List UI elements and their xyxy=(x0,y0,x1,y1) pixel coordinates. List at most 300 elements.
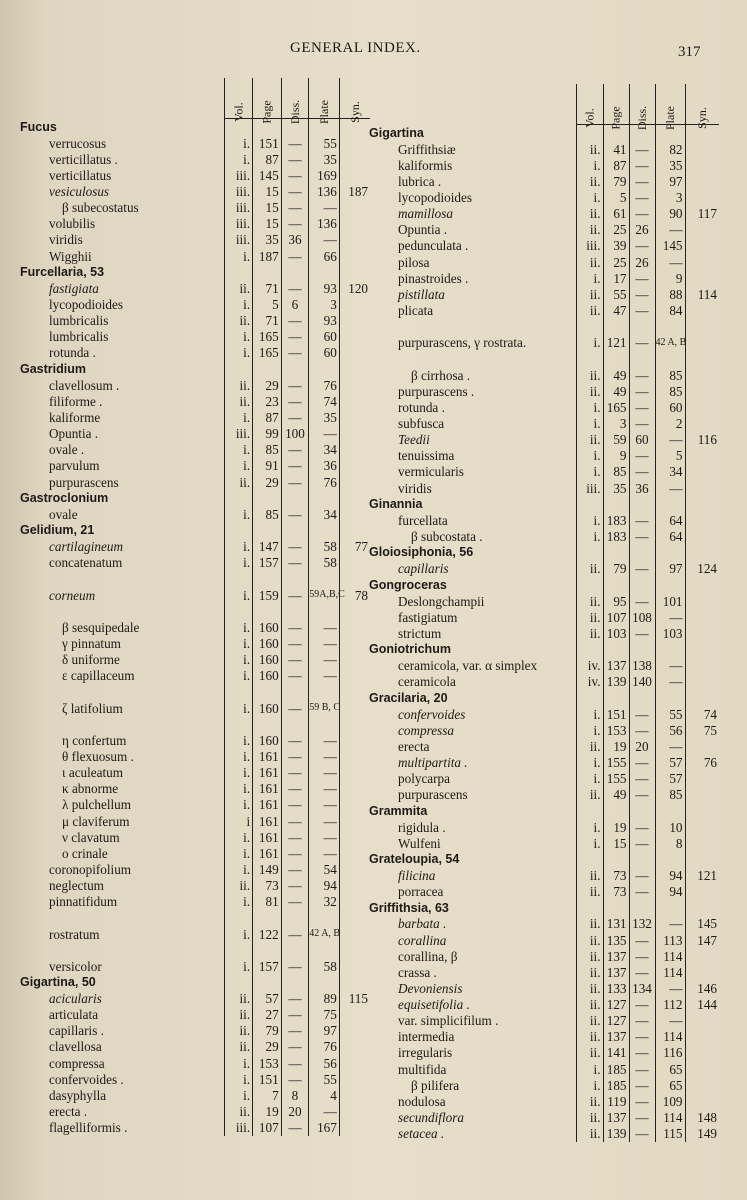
cell-plate: 84 xyxy=(655,303,685,319)
species-name: lycopodioides xyxy=(49,297,123,313)
cell-vol: ii. xyxy=(576,738,603,754)
cell-syn xyxy=(685,593,719,609)
empty-cell xyxy=(629,642,655,658)
cell-syn xyxy=(339,393,370,409)
cell-page: 161 xyxy=(253,781,282,797)
cell-vol xyxy=(576,319,603,335)
cell-syn xyxy=(339,700,370,716)
genus-heading: Goniotrichum xyxy=(369,642,451,657)
cell-page xyxy=(603,319,629,335)
cell-syn xyxy=(339,1120,370,1136)
cell-vol: i. xyxy=(224,1087,253,1103)
cell-plate: 34 xyxy=(309,506,340,522)
cell-page xyxy=(253,571,282,587)
species-name: purpurascens xyxy=(49,474,119,490)
empty-cell xyxy=(655,577,685,593)
species-name: confervoides . xyxy=(49,1071,124,1087)
species-name: capillaris . xyxy=(49,1023,104,1039)
cell-vol: i. xyxy=(576,335,603,351)
cell-page: 15 xyxy=(253,184,282,200)
cell-page: 85 xyxy=(253,506,282,522)
cell-diss: — xyxy=(281,410,309,426)
empty-cell xyxy=(655,900,685,916)
species-row xyxy=(20,1087,370,1103)
cell-diss: — xyxy=(629,997,655,1013)
cell-syn xyxy=(685,948,719,964)
cell-vol: i. xyxy=(224,797,253,813)
cell-page: 127 xyxy=(603,1013,629,1029)
cell-vol: i. xyxy=(224,861,253,877)
cell-diss: — xyxy=(629,190,655,206)
species-row xyxy=(20,587,370,603)
cell-diss: — xyxy=(281,248,309,264)
cell-page: 135 xyxy=(603,932,629,948)
cell-vol: ii. xyxy=(576,593,603,609)
cell-syn xyxy=(339,458,370,474)
cell-vol: i. xyxy=(576,1077,603,1093)
col-header-page: Page xyxy=(259,100,274,124)
species-name: purpurascens xyxy=(398,787,468,803)
species-name: articulata xyxy=(49,1007,99,1023)
cell-syn xyxy=(685,658,719,674)
cell-vol: ii. xyxy=(576,980,603,996)
cell-page: 85 xyxy=(603,464,629,480)
cell-vol: i. xyxy=(576,157,603,173)
cell-syn xyxy=(339,942,370,958)
species-row xyxy=(20,668,370,684)
cell-diss: — xyxy=(281,1023,309,1039)
cell-page: 155 xyxy=(603,771,629,787)
empty-cell xyxy=(603,690,629,706)
cell-page: 183 xyxy=(603,529,629,545)
empty-cell xyxy=(339,264,370,280)
col-header-vol: Vol. xyxy=(231,102,246,122)
cell-page: 160 xyxy=(253,700,282,716)
species-row xyxy=(369,319,719,335)
cell-syn xyxy=(339,216,370,232)
cell-plate: 136 xyxy=(309,184,340,200)
col-header-vol: Vol. xyxy=(582,108,597,128)
cell-page: 161 xyxy=(253,813,282,829)
cell-plate: 58 xyxy=(309,539,340,555)
cell-page: 71 xyxy=(253,280,282,296)
cell-page: 127 xyxy=(603,997,629,1013)
cell-vol: ii. xyxy=(224,1104,253,1120)
cell-page: 141 xyxy=(603,1045,629,1061)
species-row xyxy=(369,432,719,448)
cell-syn: 114 xyxy=(685,286,719,302)
species-row xyxy=(20,716,370,732)
cell-diss: — xyxy=(629,561,655,577)
cell-page: 3 xyxy=(603,416,629,432)
species-row xyxy=(20,1023,370,1039)
cell-syn xyxy=(339,958,370,974)
cell-plate: 32 xyxy=(309,894,340,910)
empty-cell xyxy=(576,851,603,867)
empty-cell xyxy=(655,496,685,512)
cell-vol: iii. xyxy=(224,167,253,183)
cell-plate: 60 xyxy=(309,329,340,345)
species-row xyxy=(20,861,370,877)
cell-plate: 35 xyxy=(655,157,685,173)
cell-syn: 146 xyxy=(685,980,719,996)
cell-diss: — xyxy=(629,787,655,803)
cell-vol: ii. xyxy=(224,991,253,1007)
cell-vol: ii. xyxy=(576,964,603,980)
cell-plate: 75 xyxy=(309,1007,340,1023)
cell-diss: 26 xyxy=(629,254,655,270)
empty-cell xyxy=(629,803,655,819)
cell-vol: ii. xyxy=(576,173,603,189)
cell-plate: — xyxy=(655,658,685,674)
cell-plate: — xyxy=(309,765,340,781)
cell-page: 49 xyxy=(603,367,629,383)
empty-cell xyxy=(253,974,282,990)
cell-syn xyxy=(685,335,719,351)
species-row xyxy=(369,383,719,399)
genus-row xyxy=(369,577,719,593)
cell-page: 157 xyxy=(253,555,282,571)
species-name: κ abnorme xyxy=(62,781,119,797)
cell-plate: — xyxy=(655,980,685,996)
empty-cell xyxy=(685,690,719,706)
species-row xyxy=(20,765,370,781)
cell-diss: 100 xyxy=(281,426,309,442)
species-row xyxy=(369,222,719,238)
species-row xyxy=(369,1110,719,1126)
cell-syn xyxy=(339,506,370,522)
species-name: clavellosa xyxy=(49,1039,102,1055)
col-header-page: Page xyxy=(608,106,623,130)
cell-syn xyxy=(339,377,370,393)
cell-plate: 97 xyxy=(655,173,685,189)
genus-row xyxy=(369,496,719,512)
cell-syn xyxy=(685,254,719,270)
species-row xyxy=(369,658,719,674)
cell-syn xyxy=(339,845,370,861)
species-name: multipartita . xyxy=(398,754,468,770)
genus-heading: Fucus xyxy=(20,119,57,134)
cell-plate: 35 xyxy=(309,410,340,426)
cell-plate: 2 xyxy=(655,416,685,432)
species-row xyxy=(369,254,719,270)
cell-diss: — xyxy=(281,765,309,781)
empty-cell xyxy=(576,690,603,706)
cell-syn xyxy=(685,448,719,464)
cell-diss: — xyxy=(281,151,309,167)
cell-plate: — xyxy=(655,609,685,625)
species-name: compressa xyxy=(49,1055,105,1071)
species-row xyxy=(20,894,370,910)
cell-diss: — xyxy=(281,878,309,894)
genus-row xyxy=(20,974,370,990)
species-name: Opuntia . xyxy=(398,222,448,238)
genus-row xyxy=(369,803,719,819)
species-row xyxy=(369,367,719,383)
cell-syn xyxy=(685,383,719,399)
species-row xyxy=(20,426,370,442)
cell-plate: 94 xyxy=(655,867,685,883)
cell-page: 7 xyxy=(253,1087,282,1103)
species-row xyxy=(369,1029,719,1045)
cell-vol xyxy=(224,603,253,619)
cell-vol: iii. xyxy=(224,1120,253,1136)
cell-plate: 55 xyxy=(655,706,685,722)
cell-plate: 64 xyxy=(655,512,685,528)
cell-syn xyxy=(685,512,719,528)
cell-diss: — xyxy=(629,383,655,399)
empty-cell xyxy=(629,690,655,706)
cell-page: 41 xyxy=(603,141,629,157)
genus-heading: Furcellaria, 53 xyxy=(20,265,105,280)
cell-syn xyxy=(685,319,719,335)
cell-page: 73 xyxy=(603,867,629,883)
cell-plate: 115 xyxy=(655,1126,685,1142)
species-name: erecta xyxy=(398,738,430,754)
empty-cell xyxy=(253,490,282,506)
cell-page: 29 xyxy=(253,377,282,393)
cell-syn xyxy=(339,1007,370,1023)
cell-page: 151 xyxy=(253,135,282,151)
cell-syn: 77 xyxy=(339,539,370,555)
cell-syn xyxy=(339,861,370,877)
cell-plate: 114 xyxy=(655,964,685,980)
cell-plate: 3 xyxy=(655,190,685,206)
species-row xyxy=(369,206,719,222)
cell-diss: 140 xyxy=(629,674,655,690)
cell-vol: iii. xyxy=(576,480,603,496)
cell-plate: 103 xyxy=(655,625,685,641)
species-name: β subecostatus xyxy=(62,200,139,216)
species-name: vesiculosus xyxy=(49,184,110,200)
cell-plate: 59A,B,C xyxy=(309,587,340,603)
cell-plate: 54 xyxy=(309,861,340,877)
cell-syn xyxy=(339,135,370,151)
empty-cell xyxy=(629,545,655,561)
cell-page: 49 xyxy=(603,383,629,399)
species-row xyxy=(369,964,719,980)
cell-plate: 76 xyxy=(309,1039,340,1055)
cell-page: 165 xyxy=(253,345,282,361)
species-row xyxy=(369,948,719,964)
cell-plate: — xyxy=(309,732,340,748)
cell-vol: ii. xyxy=(224,1007,253,1023)
cell-vol: ii. xyxy=(576,932,603,948)
cell-diss: — xyxy=(281,894,309,910)
cell-page: 59 xyxy=(603,432,629,448)
cell-diss: — xyxy=(629,625,655,641)
cell-plate: — xyxy=(655,916,685,932)
cell-syn xyxy=(339,716,370,732)
cell-page: 85 xyxy=(253,442,282,458)
cell-vol: i. xyxy=(224,668,253,684)
species-name: barbata . xyxy=(398,916,447,932)
cell-page: 159 xyxy=(253,587,282,603)
genus-row xyxy=(20,523,370,539)
cell-plate xyxy=(309,716,340,732)
cell-diss: — xyxy=(629,173,655,189)
species-row xyxy=(369,819,719,835)
cell-syn xyxy=(339,813,370,829)
cell-plate: — xyxy=(655,254,685,270)
empty-cell xyxy=(309,490,340,506)
cell-diss: — xyxy=(281,345,309,361)
cell-page: 49 xyxy=(603,787,629,803)
cell-plate: — xyxy=(309,845,340,861)
cell-plate: 114 xyxy=(655,1029,685,1045)
cell-plate xyxy=(309,571,340,587)
cell-syn xyxy=(685,399,719,415)
cell-diss: — xyxy=(281,555,309,571)
cell-vol: iv. xyxy=(576,658,603,674)
cell-page: 25 xyxy=(603,254,629,270)
cell-vol: iii. xyxy=(224,184,253,200)
cell-plate: — xyxy=(309,829,340,845)
cell-page: 161 xyxy=(253,797,282,813)
cell-diss: 8 xyxy=(281,1087,309,1103)
cell-vol: i. xyxy=(576,529,603,545)
species-name: Wigghii xyxy=(49,248,92,264)
cell-diss: — xyxy=(629,1045,655,1061)
cell-page xyxy=(253,942,282,958)
cell-page: 25 xyxy=(603,222,629,238)
cell-vol: i. xyxy=(224,135,253,151)
cell-page: 35 xyxy=(253,232,282,248)
cell-diss xyxy=(281,910,309,926)
cell-syn xyxy=(339,878,370,894)
species-row xyxy=(20,151,370,167)
species-row xyxy=(369,674,719,690)
empty-cell xyxy=(655,545,685,561)
cell-diss: — xyxy=(281,829,309,845)
cell-vol: i. xyxy=(224,442,253,458)
species-name: erecta . xyxy=(49,1104,88,1120)
cell-vol: i. xyxy=(576,771,603,787)
cell-diss: — xyxy=(629,1110,655,1126)
species-name xyxy=(369,351,576,367)
cell-diss: — xyxy=(281,1071,309,1087)
species-name: plicata xyxy=(398,303,434,319)
cell-page: 160 xyxy=(253,732,282,748)
empty-cell xyxy=(224,523,253,539)
empty-cell xyxy=(603,803,629,819)
cell-page: 137 xyxy=(603,1029,629,1045)
cell-diss: 36 xyxy=(629,480,655,496)
species-name: versicolor xyxy=(49,958,102,974)
species-name xyxy=(20,684,224,700)
cell-plate: 169 xyxy=(309,167,340,183)
cell-page: 121 xyxy=(603,335,629,351)
cell-syn xyxy=(339,732,370,748)
cell-syn xyxy=(339,232,370,248)
species-name: γ pinnatum xyxy=(62,635,121,651)
cell-page: 139 xyxy=(603,674,629,690)
species-name: filiforme . xyxy=(49,393,103,409)
species-name: μ claviferum xyxy=(62,813,130,829)
species-name: verticillatus xyxy=(49,167,112,183)
cell-page xyxy=(253,684,282,700)
species-name: verrucosus xyxy=(49,135,107,151)
cell-diss: — xyxy=(629,335,655,351)
species-name: θ flexuosum . xyxy=(62,748,134,764)
empty-cell xyxy=(339,361,370,377)
empty-cell xyxy=(576,803,603,819)
cell-diss: — xyxy=(281,539,309,555)
cell-plate xyxy=(655,319,685,335)
cell-plate: 65 xyxy=(655,1061,685,1077)
cell-syn xyxy=(339,829,370,845)
species-name: rotunda . xyxy=(49,345,96,361)
species-name: fastigiata xyxy=(49,280,99,296)
species-row xyxy=(369,1093,719,1109)
cell-plate: — xyxy=(309,426,340,442)
cell-diss: — xyxy=(281,458,309,474)
species-name: tenuissima xyxy=(398,448,455,464)
cell-plate: 60 xyxy=(655,399,685,415)
cell-page: 151 xyxy=(253,1071,282,1087)
cell-syn xyxy=(685,141,719,157)
cell-page: 95 xyxy=(603,593,629,609)
species-row xyxy=(20,1055,370,1071)
cell-diss: 26 xyxy=(629,222,655,238)
cell-syn xyxy=(685,964,719,980)
empty-cell xyxy=(655,851,685,867)
species-name: viridis xyxy=(49,232,83,248)
cell-diss: — xyxy=(629,819,655,835)
cell-plate xyxy=(655,351,685,367)
cell-page: 57 xyxy=(253,991,282,1007)
empty-cell xyxy=(281,974,309,990)
genus-row xyxy=(369,851,719,867)
cell-plate xyxy=(309,603,340,619)
cell-syn: 76 xyxy=(685,754,719,770)
cell-plate: 85 xyxy=(655,367,685,383)
cell-vol: i. xyxy=(224,151,253,167)
genus-heading: Gloiosiphonia, 56 xyxy=(369,545,474,560)
cell-page: 19 xyxy=(603,819,629,835)
cell-plate: — xyxy=(309,813,340,829)
cell-plate: — xyxy=(655,480,685,496)
species-name: capillaris xyxy=(398,561,449,577)
species-row xyxy=(369,609,719,625)
cell-diss: — xyxy=(629,1077,655,1093)
species-name: crassa . xyxy=(398,964,437,980)
cell-syn xyxy=(339,167,370,183)
species-name: flagelliformis . xyxy=(49,1120,128,1136)
cell-plate: 59 B, C xyxy=(309,700,340,716)
cell-page: 71 xyxy=(253,313,282,329)
cell-syn xyxy=(339,410,370,426)
cell-diss: — xyxy=(281,474,309,490)
cell-page xyxy=(253,716,282,732)
cell-syn xyxy=(685,609,719,625)
cell-page: 151 xyxy=(603,706,629,722)
species-row xyxy=(369,190,719,206)
species-row xyxy=(20,619,370,635)
cell-plate: 114 xyxy=(655,1110,685,1126)
cell-vol xyxy=(224,684,253,700)
genus-row xyxy=(369,690,719,706)
cell-diss: — xyxy=(281,216,309,232)
cell-plate xyxy=(309,684,340,700)
cell-vol: i. xyxy=(224,587,253,603)
species-row xyxy=(20,958,370,974)
cell-plate: 101 xyxy=(655,593,685,609)
cell-page: 161 xyxy=(253,845,282,861)
cell-plate: — xyxy=(655,738,685,754)
species-row xyxy=(369,335,719,351)
cell-diss xyxy=(281,716,309,732)
